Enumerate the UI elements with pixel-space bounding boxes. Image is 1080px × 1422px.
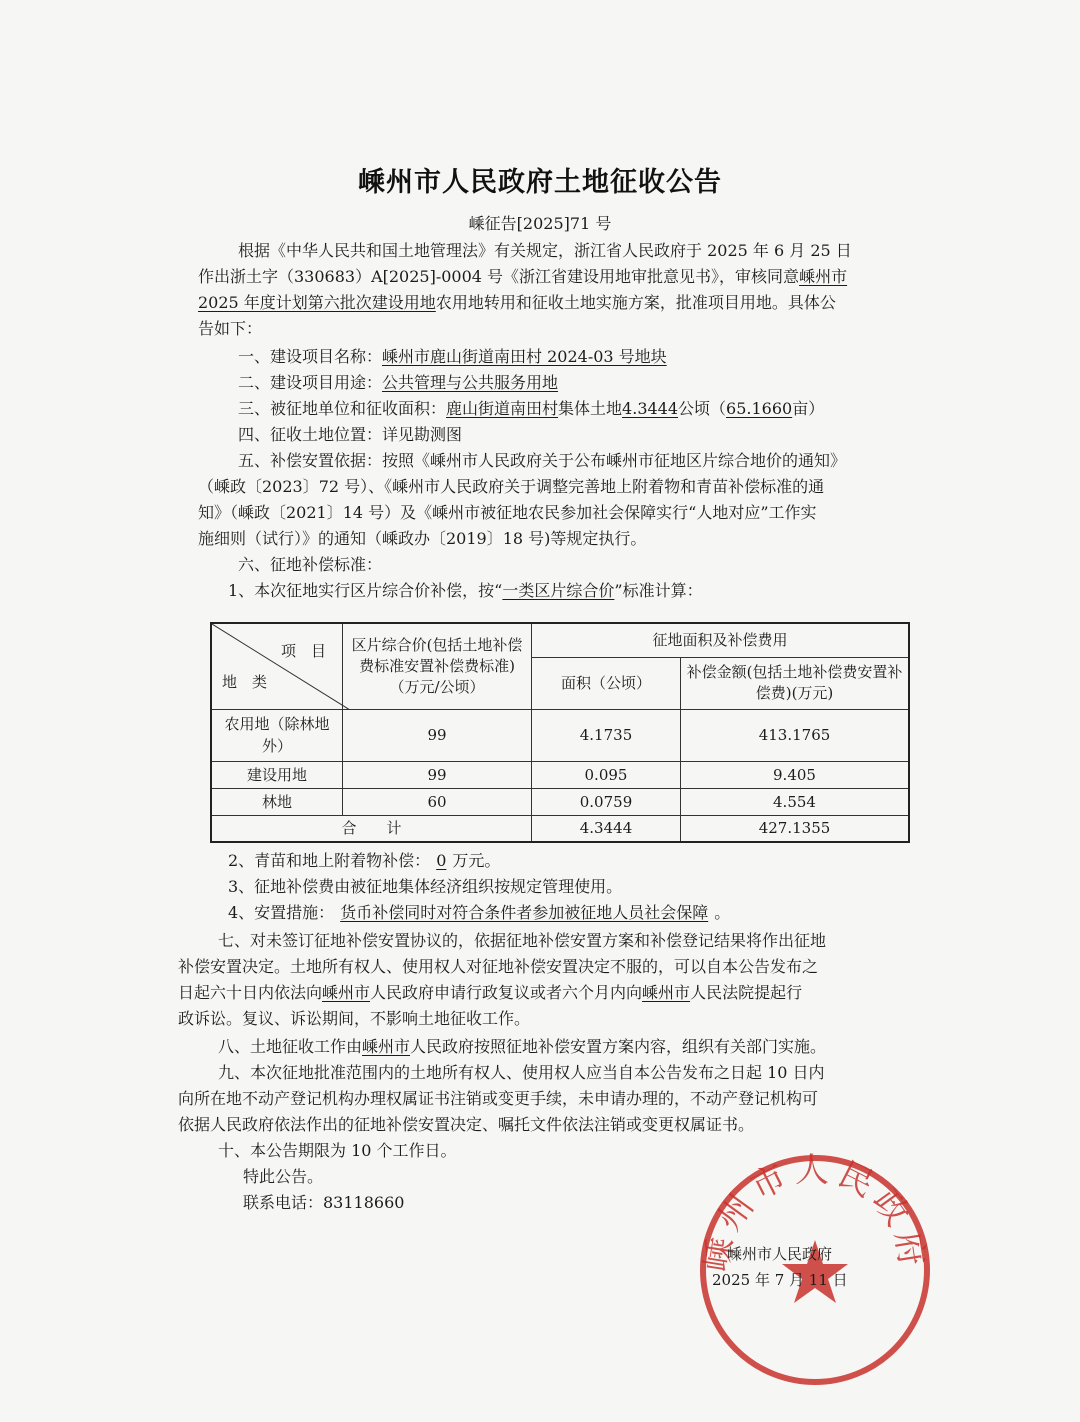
item-1-value: 嵊州市鹿山街道南田村 2024-03 号地块 [382, 347, 667, 366]
document-number: 嵊征告[2025]71 号 [468, 214, 612, 233]
row-type: 林地 [211, 788, 343, 815]
col-header-area: 面积（公顷） [532, 657, 681, 709]
diagonal-header-cell [211, 623, 343, 709]
intro-line-4: 告如下： [198, 319, 263, 338]
section-9-line-2: 向所在地不动产登记机构办理权属证书注销或变更手续，未申请办理的，不动产登记机构可 [178, 1089, 819, 1108]
item-6-1 [228, 580, 703, 602]
section-7-line-1: 七、对未签订征地补偿安置协议的，依据征地补偿安置方案和补偿登记结果将作出征地 [218, 931, 827, 950]
intro-line-2-text: 作出浙土字（330683）A[2025]-0004 号《浙江省建设用地审批意见书》，审核同意 [198, 267, 800, 286]
item-4: 四、征收土地位置：详见勘测图 [238, 425, 463, 444]
section-9-line-3: 依据人民政府依法作出的征地补偿安置决定、嘱托文件依法注销或变更权属证书。 [178, 1115, 755, 1134]
section-7-line-4: 政诉讼。复议、诉讼期间，不影响土地征收工作。 [178, 1009, 531, 1028]
section-9-line-1: 九、本次征地批准范围内的土地所有权人、使用权人应当自本公告发布之日起 10 日内 [218, 1063, 825, 1082]
col-header-amount: 补偿金额(包括土地补偿费安置补偿费)(万元) [681, 657, 910, 709]
section-4-a: 4、安置措施： [228, 903, 335, 922]
diag-bottom-label: 地 类 [222, 672, 268, 691]
section-3: 3、征地补偿费由被征地集体经济组织按规定管理使用。 [228, 877, 623, 896]
diagonal-line [212, 624, 350, 710]
intro-city: 嵊州市 [799, 267, 848, 286]
s8-a: 八、土地征收工作由 [218, 1037, 363, 1056]
row-area: 4.1735 [532, 709, 681, 761]
item-5-line-2: （嵊政〔2023〕72 号）、《嵊州市人民政府关于调整完善地上附着物和青苗补偿标准的通 [198, 477, 825, 496]
svg-text:嵊州市人民政府: 嵊州市人民政府 [697, 1150, 933, 1275]
item-6-1-a: 1、本次征地实行区片综合价补偿，按“ [228, 581, 503, 600]
signature-date: 2025 年 7 月 11 日 [712, 1271, 848, 1289]
s7-e: 人民法院提起行 [690, 983, 803, 1002]
s7-city-2: 嵊州市 [642, 983, 691, 1002]
item-6-1-standard: 一类区片综合价 [502, 581, 615, 600]
item-3-area: 4.3444 [622, 399, 679, 418]
row-amount: 4.554 [681, 788, 910, 815]
intro-line-2 [198, 266, 847, 288]
intro-line-3 [198, 292, 836, 314]
section-10: 十、本公告期限为 10 个工作日。 [218, 1141, 457, 1160]
item-5-line-4: 施细则（试行）》的通知（嵊政办〔2019〕18 号)等规定执行。 [198, 529, 647, 548]
item-1 [238, 346, 667, 368]
item-1-label: 一、建设项目名称： [238, 347, 383, 366]
total-label: 合 计 [211, 815, 532, 842]
total-area: 4.3444 [532, 815, 681, 842]
row-price: 60 [343, 788, 532, 815]
section-8 [218, 1036, 826, 1058]
s8-city: 嵊州市 [362, 1037, 411, 1056]
item-2-label: 二、建设项目用途： [238, 373, 383, 392]
section-4 [228, 902, 730, 924]
col-header-price: 区片综合价(包括土地补偿费标准安置补偿费标准)（万元/公顷） [343, 623, 532, 709]
item-5-line-1: 五、补偿安置依据：按照《嵊州市人民政府关于公布嵊州市征地区片综合地价的通知》 [238, 451, 847, 470]
table-total-row [211, 815, 909, 842]
item-3-mid: 集体土地 [558, 399, 623, 418]
row-price: 99 [343, 709, 532, 761]
section-4-c: 。 [714, 903, 731, 922]
s7-a: 日起六十日内依法向 [178, 983, 323, 1002]
item-3-mu: 65.1660 [726, 399, 793, 418]
item-5-line-3: 知》（嵊政〔2021〕14 号）及《嵊州市被征地农民参加社会保障实行“人地对应”工作实 [198, 503, 817, 522]
row-area: 0.095 [532, 761, 681, 788]
section-4-measure: 货币补偿同时对符合条件者参加被征地人员社会保障 [340, 903, 709, 922]
s8-c: 人民政府按照征地补偿安置方案内容，组织有关部门实施。 [410, 1037, 827, 1056]
intro-line-1: 根据《中华人民共和国土地管理法》有关规定，浙江省人民政府于 2025 年 6 月 25 日 [238, 241, 852, 260]
intro-batch: 2025 年度计划第六批次建设用地 [198, 293, 436, 312]
section-2-amount: 0 [436, 851, 447, 870]
s7-city-1: 嵊州市 [322, 983, 371, 1002]
item-6-1-c: ”标准计算： [614, 581, 703, 600]
diag-top-label: 项 目 [280, 642, 326, 660]
table-row [211, 709, 909, 761]
row-price: 99 [343, 761, 532, 788]
item-2 [238, 372, 558, 394]
s7-c: 人民政府申请行政复议或者六个月内向 [370, 983, 643, 1002]
page-title: 嵊州市人民政府土地征收公告 [358, 167, 722, 198]
section-2-a: 2、青苗和地上附着物补偿： [228, 851, 431, 870]
item-3-end: 亩） [792, 399, 825, 418]
item-3-unit: 鹿山街道南田村 [446, 399, 559, 418]
col-header-group: 征地面积及补偿费用 [532, 623, 910, 657]
item-2-value: 公共管理与公共服务用地 [382, 373, 559, 392]
contact-phone: 联系电话：83118660 [243, 1193, 405, 1212]
section-7-line-2: 补偿安置决定。土地所有权人、使用权人对征地补偿安置决定不服的，可以自本公告发布之 [178, 957, 819, 976]
row-amount: 413.1765 [681, 709, 910, 761]
intro-line-3-text: 农用地转用和征收土地实施方案，批准项目用地。具体公 [435, 293, 836, 312]
row-area: 0.0759 [532, 788, 681, 815]
row-type: 建设用地 [211, 761, 343, 788]
section-2-c: 万元。 [452, 851, 501, 870]
table-row [211, 788, 909, 815]
total-amount: 427.1355 [681, 815, 910, 842]
item-3-mid2: 公顷（ [678, 399, 727, 418]
section-2 [228, 850, 500, 872]
row-type: 农用地（除林地外） [211, 709, 343, 761]
row-amount: 9.405 [681, 761, 910, 788]
closing-text: 特此公告。 [243, 1167, 324, 1186]
item-3 [238, 398, 824, 420]
item-6: 六、征地补偿标准： [238, 555, 383, 574]
signature-org: 嵊州市人民政府 [727, 1245, 833, 1263]
compensation-table [210, 622, 910, 843]
section-7-line-3 [178, 982, 802, 1004]
table-row [211, 761, 909, 788]
item-3-label: 三、被征地单位和征收面积： [238, 399, 447, 418]
